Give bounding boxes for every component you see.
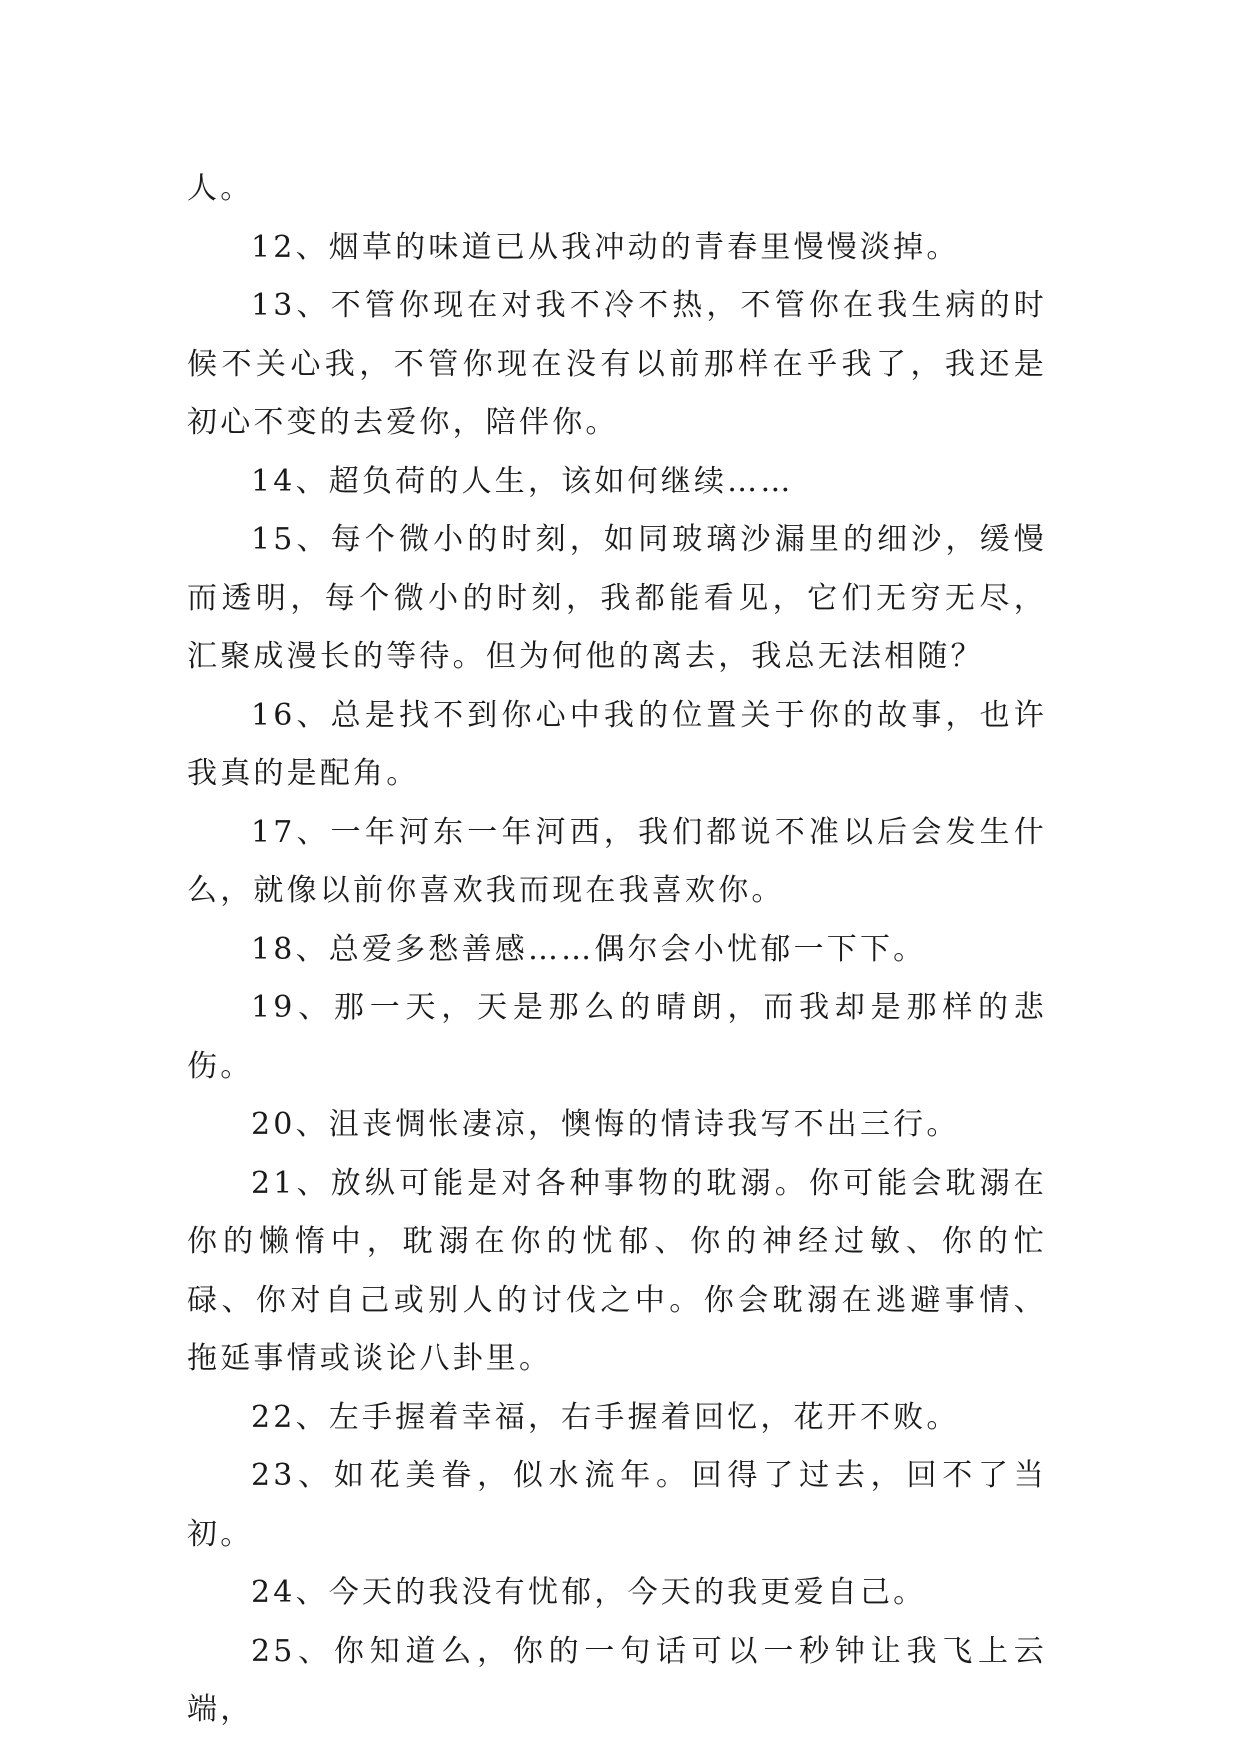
paragraph-item-12: 12、烟草的味道已从我冲动的青春里慢慢淡掉。 (251, 229, 960, 265)
paragraph-continuation: 人。 (187, 171, 254, 206)
paragraph-item-16: 16、总是找不到你心中我的位置关于你的故事，也许我真的是配角。 (187, 697, 1047, 791)
paragraph-item-24: 24、今天的我没有忧郁，今天的我更爱自己。 (251, 1575, 927, 1610)
paragraph-item-14: 14、超负荷的人生，该如何继续…… (251, 463, 794, 499)
paragraph-item-20: 20、沮丧惆怅凄凉，懊悔的情诗我写不出三行。 (251, 1107, 960, 1142)
paragraph-item-17: 17、一年河东一年河西，我们都说不准以后会发生什么，就像以前你喜欢我而现在我喜欢你。 (187, 814, 1047, 908)
paragraph-item-19: 19、那一天，天是那么的晴朗，而我却是那样的悲伤。 (187, 990, 1047, 1084)
paragraph-item-22: 22、左手握着幸福，右手握着回忆，花开不败。 (251, 1399, 960, 1435)
paragraph-item-23: 23、如花美眷，似水流年。回得了过去，回不了当初。 (187, 1458, 1047, 1552)
paragraph-item-25: 25、你知道么，你的一句话可以一秒钟让我飞上云端， (187, 1633, 1047, 1727)
paragraph-item-13: 13、不管你现在对我不冷不热，不管你在我生病的时候不关心我，不管你现在没有以前那样在乎我了，我还是初心不变的去爱你，陪伴你。 (187, 288, 1047, 440)
paragraph-item-15: 15、每个微小的时刻，如同玻璃沙漏里的细沙，缓慢而透明，每个微小的时刻，我都能看见，它们无穷无尽，汇聚成漫长的等待。但为何他的离去，我总无法相随？ (187, 522, 1047, 674)
paragraph-item-21: 21、放纵可能是对各种事物的耽溺。你可能会耽溺在你的懒惰中，耽溺在你的忧郁、你的神经过敏、你的忙碌、你对自己或别人的讨伐之中。你会耽溺在逃避事情、拖延事情或谈论八卦里。 (187, 1165, 1047, 1376)
document-body (187, 160, 1047, 1740)
paragraph-item-18: 18、总爱多愁善感……偶尔会小忧郁一下下。 (251, 931, 927, 967)
